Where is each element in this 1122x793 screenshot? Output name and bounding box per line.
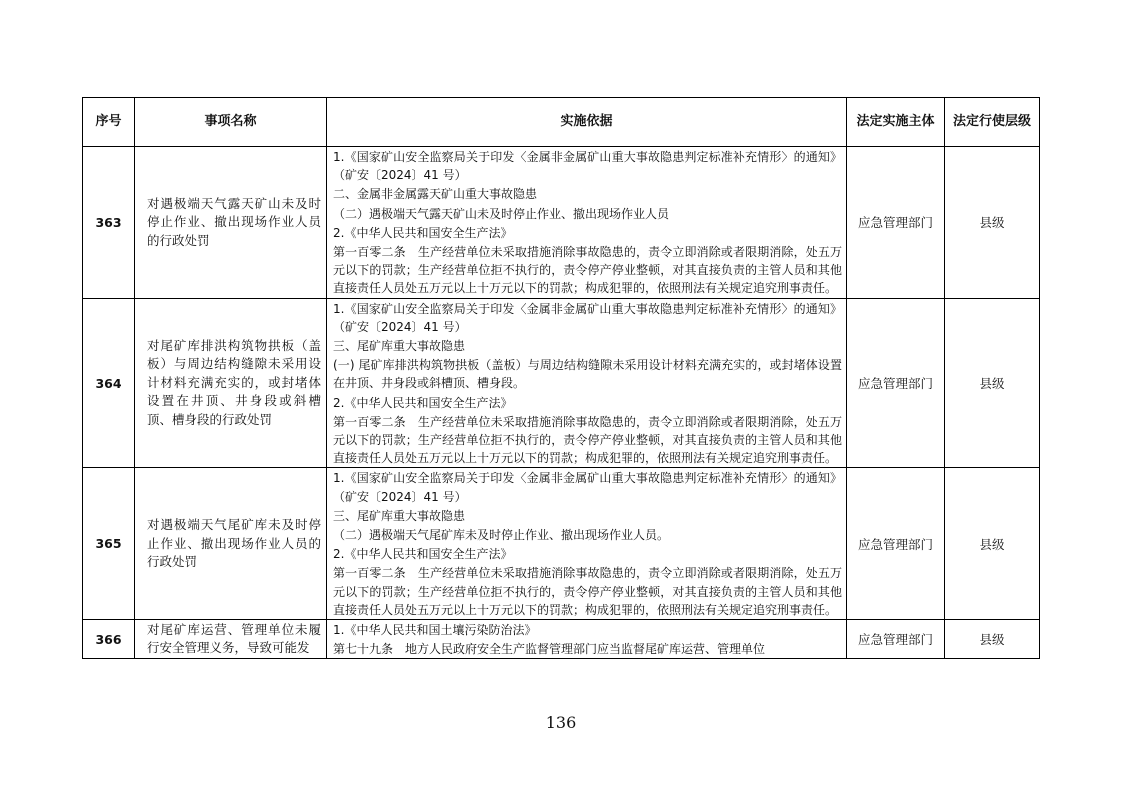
basis-line: 二、金属非金属露天矿山重大事故隐患 [333, 187, 538, 202]
legal-level-cell: 县级 [945, 620, 1040, 659]
serial-number-cell: 366 [83, 620, 135, 659]
basis-line: （二）遇极端天气露天矿山未及时停止作业、撤出现场作业人员 [333, 206, 670, 221]
regulation-table [82, 97, 1040, 659]
item-name-cell: 对尾矿库排洪构筑物拱板（盖板）与周边结构缝隙未采用设计材料充满充实的，或封堵体设置在井顶、井身段或斜槽顶、槽身段的行政处罚 [147, 337, 321, 427]
serial-number-cell: 365 [83, 468, 135, 620]
table-row [83, 298, 1040, 468]
basis-cell [327, 620, 847, 659]
header-implementation-basis: 实施依据 [327, 98, 847, 147]
basis-cell [327, 468, 847, 620]
header-serial-number: 序号 [83, 98, 135, 147]
basis-line: 第一百零二条 生产经营单位未采取措施消除事故隐患的，责令立即消除或者限期消除，处五万元以下的罚款；生产经营单位拒不执行的，责令停产停业整顿，对其直接负责的主管人员和其他直接责任人员处五万元以上十万元以下的罚款；构成犯罪的，依照刑法有关规定追究刑事责任。 [333, 414, 842, 466]
legal-subject-cell: 应急管理部门 [847, 468, 945, 620]
basis-line: 三、尾矿库重大事故隐患 [333, 339, 466, 354]
header-legal-subject: 法定实施主体 [847, 98, 945, 147]
legal-level-cell: 县级 [945, 147, 1040, 299]
item-name-cell: 对遇极端天气尾矿库未及时停止作业、撤出现场作业人员的行政处罚 [147, 517, 321, 570]
serial-number-cell: 364 [83, 298, 135, 468]
basis-line: 2.《中华人民共和国安全生产法》 [333, 225, 513, 240]
basis-line: 1.《国家矿山安全监察局关于印发〈金属非金属矿山重大事故隐患判定标准补充情形〉的通知》（矿安〔2024〕41 号） [333, 150, 842, 183]
table-row [83, 468, 1040, 620]
basis-line: 1.《国家矿山安全监察局关于印发〈金属非金属矿山重大事故隐患判定标准补充情形〉的通知》（矿安〔2024〕41 号） [333, 471, 842, 504]
serial-number-cell: 363 [83, 147, 135, 299]
basis-line: 第一百零二条 生产经营单位未采取措施消除事故隐患的，责令立即消除或者限期消除，处五万元以下的罚款；生产经营单位拒不执行的，责令停产停业整顿，对其直接负责的主管人员和其他直接责任人员处五万元以上十万元以下的罚款；构成犯罪的，依照刑法有关规定追究刑事责任。 [333, 245, 842, 296]
legal-subject-cell: 应急管理部门 [847, 147, 945, 299]
table-row [83, 147, 1040, 299]
table-row [83, 620, 1040, 659]
basis-line: 1.《中华人民共和国土壤污染防治法》 [333, 623, 537, 638]
header-item-name: 事项名称 [135, 98, 327, 147]
legal-level-cell: 县级 [945, 468, 1040, 620]
basis-line: 第一百零二条 生产经营单位未采取措施消除事故隐患的，责令立即消除或者限期消除，处五万元以下的罚款；生产经营单位拒不执行的，责令停产停业整顿，对其直接负责的主管人员和其他直接责任人员处五万元以上十万元以下的罚款；构成犯罪的，依照刑法有关规定追究刑事责任。 [333, 566, 842, 617]
item-name-cell: 对遇极端天气露天矿山未及时停止作业、撤出现场作业人员的行政处罚 [147, 195, 321, 248]
basis-line: (一) 尾矿库排洪构筑物拱板（盖板）与周边结构缝隙未采用设计材料充满充实的，或封堵体设置在井顶、井身段或斜槽顶、槽身段。 [333, 358, 842, 391]
basis-cell [327, 298, 847, 468]
basis-cell [327, 147, 847, 299]
item-name-cell: 对尾矿库运营、管理单位未履行安全管理义务，导致可能发 [147, 621, 321, 656]
table-header-row [83, 98, 1040, 147]
basis-line: 2.《中华人民共和国安全生产法》 [333, 547, 513, 562]
basis-line: 第七十九条 地方人民政府安全生产监督管理部门应当监督尾矿库运营、管理单位 [333, 642, 766, 657]
basis-line: 三、尾矿库重大事故隐患 [333, 508, 466, 523]
legal-subject-cell: 应急管理部门 [847, 298, 945, 468]
header-legal-level: 法定行使层级 [945, 98, 1040, 147]
basis-line: 2.《中华人民共和国安全生产法》 [333, 395, 513, 410]
basis-line: 1.《国家矿山安全监察局关于印发〈金属非金属矿山重大事故隐患判定标准补充情形〉的通知》（矿安〔2024〕41 号） [333, 301, 842, 334]
legal-subject-cell: 应急管理部门 [847, 620, 945, 659]
basis-line: （二）遇极端天气尾矿库未及时停止作业、撤出现场作业人员。 [333, 528, 670, 543]
page-number: 136 [545, 713, 577, 732]
legal-level-cell: 县级 [945, 298, 1040, 468]
